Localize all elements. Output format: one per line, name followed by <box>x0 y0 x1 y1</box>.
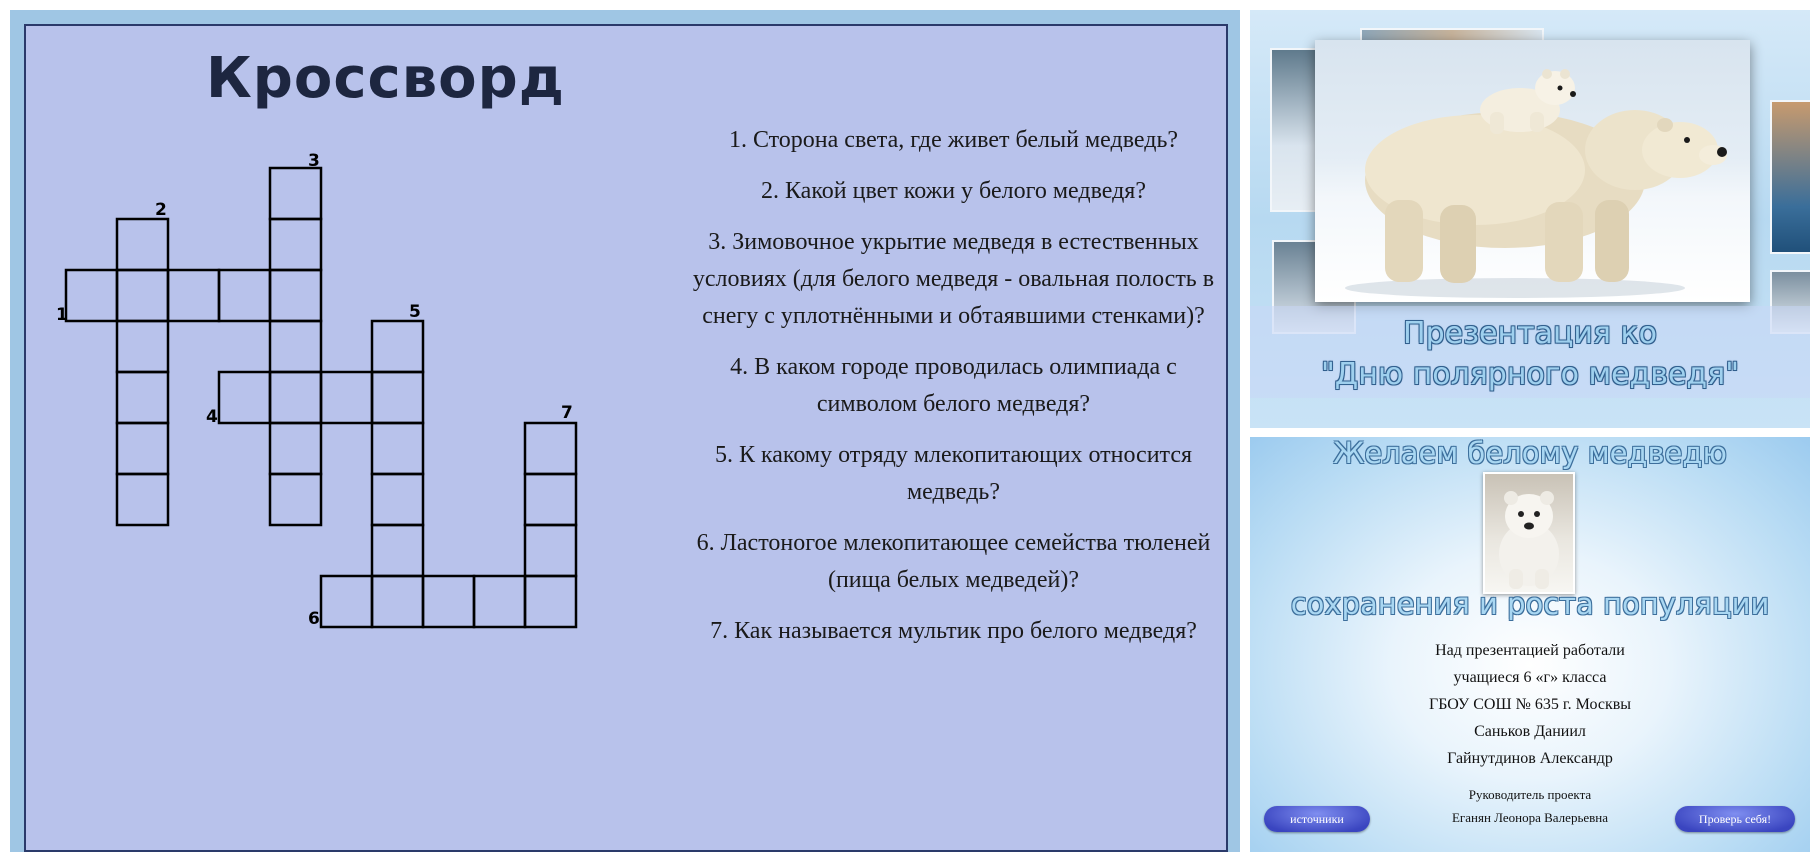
crossword-cell <box>117 474 168 525</box>
crossword-cell <box>423 576 474 627</box>
clue-number-7: 7 <box>561 403 573 423</box>
clue-number-6: 6 <box>308 609 320 629</box>
manager-name: Еганян Леонора Валерьевна <box>1451 810 1609 825</box>
manager-label: Руководитель проекта <box>1468 787 1592 802</box>
sources-button[interactable]: источники <box>1264 806 1370 832</box>
credits-line: Саньков Даниил <box>1474 723 1586 740</box>
crossword-cell <box>66 270 117 321</box>
crossword-cell <box>372 372 423 423</box>
crossword-grid <box>26 26 666 746</box>
crossword-cell <box>117 423 168 474</box>
background-photo <box>1770 100 1810 254</box>
crossword-cell <box>372 576 423 627</box>
crossword-cell <box>270 372 321 423</box>
bear-cub-image <box>1485 474 1573 592</box>
crossword-cell <box>117 372 168 423</box>
clue-number-3: 3 <box>308 151 320 171</box>
crossword-cell <box>474 576 525 627</box>
credits-slide <box>1250 437 1810 852</box>
crossword-cell <box>270 219 321 270</box>
question-4: 4. В каком городе проводилась олимпиада с символом белого медведя? <box>730 354 1177 417</box>
credits-line: учащиеся 6 «г» класса <box>1453 669 1607 686</box>
crossword-cell <box>525 525 576 576</box>
crossword-cell <box>219 270 270 321</box>
crossword-cell <box>270 423 321 474</box>
polar-bear-with-cub-image <box>1315 40 1750 302</box>
population-heading: сохранения и роста популяции <box>1290 587 1770 621</box>
clue-number-2: 2 <box>155 200 167 220</box>
crossword-cell <box>270 474 321 525</box>
crossword-cell <box>321 372 372 423</box>
crossword-questions <box>681 122 1226 664</box>
question-1: 1. Сторона света, где живет белый медведь? <box>728 127 1179 153</box>
presentation-title-line1: Презентация ко <box>1403 316 1657 351</box>
crossword-cell <box>168 270 219 321</box>
crossword-cell <box>372 474 423 525</box>
credits-block <box>1250 637 1810 772</box>
crossword-cell <box>372 321 423 372</box>
title-slide <box>1250 10 1810 428</box>
crossword-cell <box>117 270 168 321</box>
crossword-cell <box>321 576 372 627</box>
crossword-slide <box>10 10 1240 852</box>
crossword-cell <box>117 321 168 372</box>
question-6: 6. Ластоногое млекопитающее семейства тюленей (пища белых медведей)? <box>696 530 1211 593</box>
question-7: 7. Как называется мультик про белого медведя? <box>710 618 1197 644</box>
question-3: 3. Зимовочное укрытие медведя в естественных условиях (для белого медведя - овальная полость в снегу с уплотнёнными и обтаявшими стенками)? <box>692 229 1215 329</box>
clue-number-5: 5 <box>409 302 421 322</box>
crossword-cell <box>270 321 321 372</box>
crossword-cell <box>525 576 576 627</box>
bear-cub-photo <box>1483 472 1575 594</box>
crossword-cell <box>219 372 270 423</box>
clue-number-1: 1 <box>56 305 68 325</box>
credits-line: Гайнутдинов Александр <box>1447 750 1613 767</box>
polar-bear-photo <box>1315 40 1750 302</box>
crossword-title: Кроссворд <box>206 46 565 111</box>
crossword-cell <box>270 270 321 321</box>
crossword-cell <box>117 219 168 270</box>
check-yourself-button[interactable]: Проверь себя! <box>1675 806 1795 832</box>
clue-number-4: 4 <box>206 407 218 427</box>
presentation-title-line2: "Дню полярного медведя" <box>1320 357 1740 392</box>
crossword-cell <box>270 168 321 219</box>
crossword-cell <box>525 474 576 525</box>
credits-line: ГБОУ СОШ № 635 г. Москвы <box>1428 696 1632 713</box>
crossword-cell <box>372 423 423 474</box>
wish-heading: Желаем белому медведю <box>1333 437 1727 470</box>
question-5: 5. К какому отряду млекопитающих относится медведь? <box>714 442 1193 505</box>
credits-line: Над презентацией работали <box>1435 642 1625 659</box>
crossword-slide-body <box>24 24 1228 852</box>
question-2: 2. Какой цвет кожи у белого медведя? <box>760 178 1146 204</box>
crossword-cell <box>372 525 423 576</box>
crossword-cell <box>525 423 576 474</box>
